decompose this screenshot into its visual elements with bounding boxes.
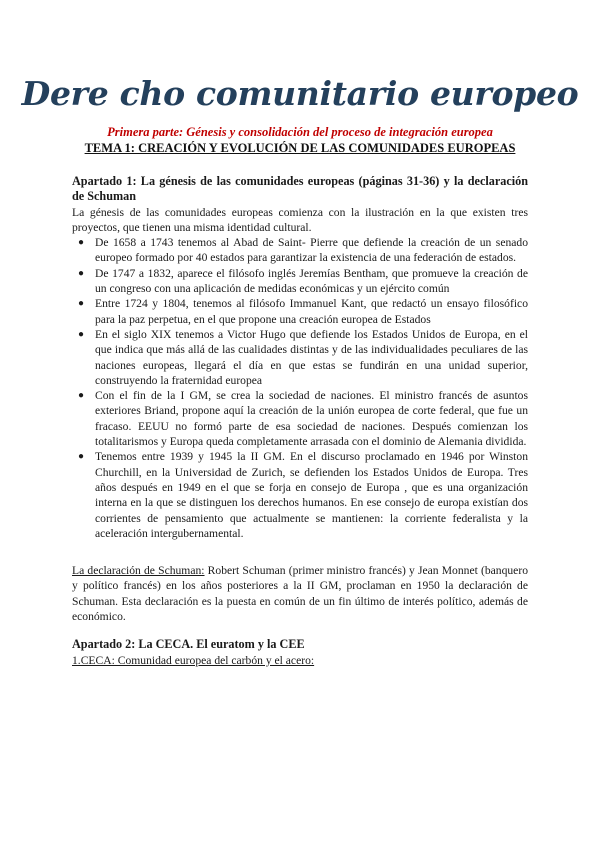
list-item — [72, 449, 528, 541]
document-title: Dere cho comunitario europeo — [21, 74, 579, 113]
list-item-text: Entre 1724 y 1804, tenemos al filósofo Immanuel Kant, que redactó un ensayo filosófico para la paz perpetua, en el que propone una creación europea de Estados — [95, 297, 528, 326]
bullet-list — [72, 235, 528, 541]
list-item — [72, 266, 528, 297]
document-subtitle: Primera parte: Génesis y consolidación del proceso de integración europea — [107, 125, 493, 139]
section2-subheading: 1.CECA: Comunidad europea del carbón y el acero: — [72, 653, 315, 667]
document-body — [72, 174, 528, 668]
bullet-icon: ● — [78, 451, 85, 463]
list-item-text: De 1658 a 1743 tenemos al Abad de Saint- Pierre que defiende la creación de un senado europeo formado por 40 estados para garantizar la existencia de una federación de estados. — [95, 236, 528, 265]
bullet-icon: ● — [78, 390, 85, 402]
list-item-text: Tenemos entre 1939 y 1945 la II GM. En el discurso proclamado en 1946 por Winston Churchill, en la Universidad de Zurich, se defienden los Estados Unidos de Europa. Tres años después en 1949 en el que se forja en consejo de Europa , que es una organización interna en la que se distinguen los derechos humanos. En ese consejo de europa existían dos corrientes de pensamiento que actualmente se mantienen: la corriente federalista y la aceleración intergubernamental. — [95, 450, 528, 540]
list-item-text: En el siglo XIX tenemos a Victor Hugo que defiende los Estados Unidos de Europa, en el que indica que más allá de las cualidades distintas y de las individualidades peculiares de las naciones europeas, llegará el día en que estas se fundirán en una unidad superior, construyendo la fraternidad europea — [95, 327, 528, 387]
section2-heading: Apartado 2: La CECA. El euratom y la CEE — [72, 637, 305, 652]
tema-heading: TEMA 1: CREACIÓN Y EVOLUCIÓN DE LAS COMUNIDADES EUROPEAS — [84, 141, 516, 155]
list-item-text: De 1747 a 1832, aparece el filósofo inglés Jeremías Bentham, que promueve la creación de un congreso con una aplicación de medidas económicas y un ejército común — [95, 266, 528, 296]
section1-heading: Apartado 1: La génesis de las comunidades europeas (páginas 31-36) y la declaración de Schuman — [72, 174, 528, 204]
list-item — [72, 388, 528, 449]
list-item — [72, 235, 528, 266]
bullet-icon: ● — [78, 298, 85, 310]
list-item — [72, 327, 528, 388]
section1-intro: La génesis de las comunidades europeas comienza con la ilustración en la que existen tres proyectos, que tienen una misma identidad cultural. — [72, 205, 528, 234]
schuman-label: La declaración de Schuman: — [72, 564, 205, 578]
schuman-paragraph — [72, 563, 528, 624]
bullet-icon: ● — [78, 237, 85, 249]
list-item — [72, 296, 528, 327]
bullet-icon: ● — [78, 328, 85, 340]
schuman-text: Robert Schuman (primer ministro francés) y Jean Monnet (banquero y político francés) en los años posteriores a la II GM, proclaman en 1950 la declaración de Schuman. Esta declaración es la puesta en común de un fin último de interés político, además de económico. — [72, 564, 528, 624]
list-item-text: Con el fin de la I GM, se crea la sociedad de naciones. El ministro francés de asuntos exteriores Briand, propone aquí la creación de la unión europea de corte federal, que fue un fracaso. EEUU no formó parte de esa sociedad de naciones. Después comienzan los totalitarismos y Europa queda completamente arrasada con el dominio de Alemania dividida. — [95, 389, 528, 449]
bullet-icon: ● — [78, 267, 85, 279]
